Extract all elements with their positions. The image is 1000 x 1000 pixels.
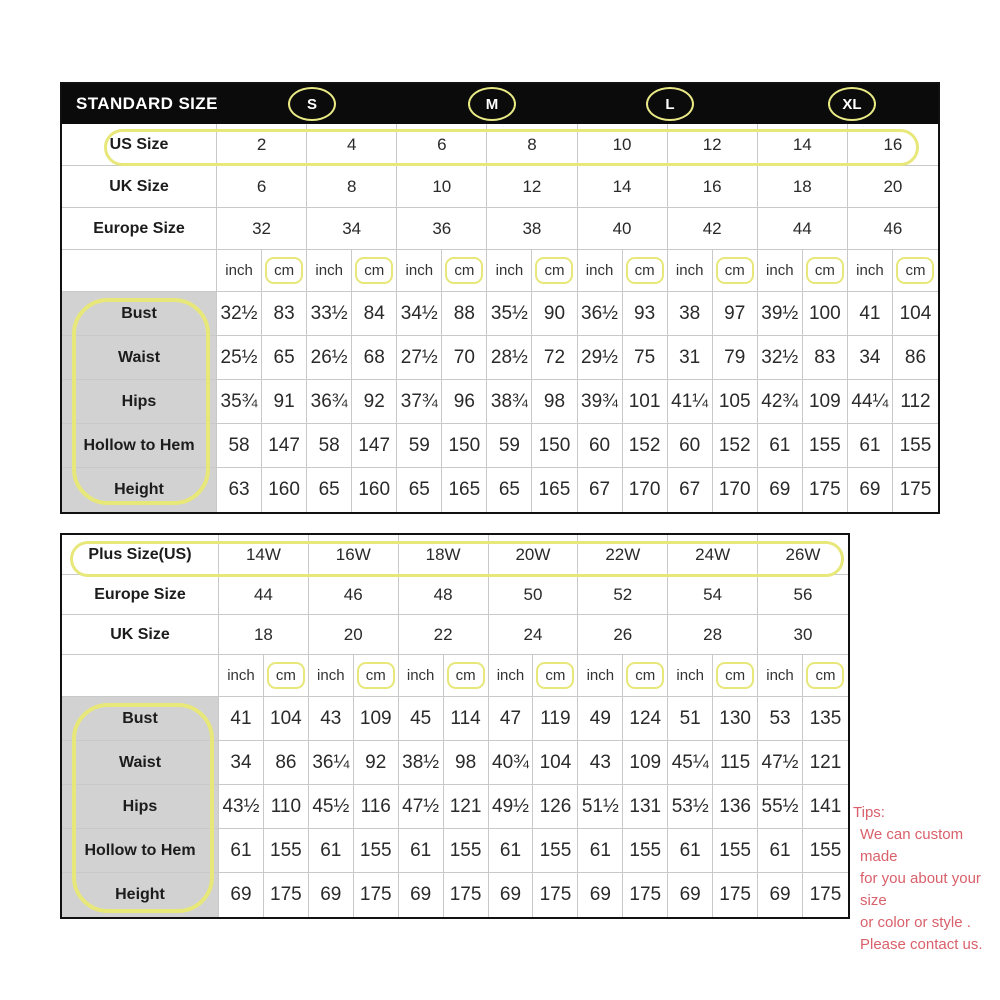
unit-inch: inch: [399, 655, 444, 696]
unit-inch: inch: [578, 250, 623, 291]
value-cell: 88: [442, 292, 487, 335]
cm-marker-box: cm: [536, 662, 574, 689]
unit-inch: inch: [668, 250, 713, 291]
row-label: US Size: [62, 124, 217, 165]
unit-cm-highlighted: [533, 655, 578, 696]
table-row-hips: [62, 785, 848, 829]
value-cell: 112: [900, 390, 931, 412]
value-cell: 27½: [397, 336, 442, 379]
value-cell: 53½: [668, 785, 713, 828]
value-cell: 47½: [399, 785, 444, 828]
table-row-hips: [62, 380, 938, 424]
value-cell: 6: [217, 166, 307, 207]
table-row-europe-size: [62, 208, 938, 250]
unit-cm-highlighted: [623, 250, 668, 291]
tips-line: or color or style .: [860, 914, 971, 931]
value-cell: 152: [713, 424, 758, 467]
value-cell: 36½: [578, 292, 623, 335]
value-cell: 155: [533, 829, 578, 872]
row-label: Bust: [62, 697, 219, 740]
value-cell: 115: [713, 741, 758, 784]
value-cell: 92: [352, 380, 397, 423]
value-cell: 110: [264, 785, 309, 828]
value-cell: 42: [668, 208, 758, 249]
value-cell: 24W: [668, 535, 758, 574]
value-cell: 45: [399, 697, 444, 740]
value-cell: 56: [793, 584, 813, 604]
value-cell: 8: [487, 124, 577, 165]
unit-cm-highlighted: [444, 655, 489, 696]
value-cell: 86: [264, 741, 309, 784]
value-cell: 160: [262, 468, 307, 512]
value-cell: 98: [444, 741, 489, 784]
value-cell: 175: [713, 873, 758, 917]
unit-cm-highlighted: [442, 250, 487, 291]
row-label: Hips: [62, 380, 217, 423]
value-cell: 155: [264, 829, 309, 872]
unit-inch: inch: [397, 250, 442, 291]
value-cell: 83: [803, 336, 848, 379]
value-cell: 60: [668, 424, 713, 467]
row-label: Plus Size(US): [62, 535, 219, 574]
value-cell: 44: [219, 575, 309, 614]
value-cell: 28: [668, 615, 758, 654]
value-cell: 58: [217, 424, 262, 467]
cm-marker-box: cm: [806, 257, 844, 284]
value-cell: 147: [262, 424, 307, 467]
table-row-plus-size-us: [62, 535, 848, 575]
value-cell: 155: [713, 829, 758, 872]
value-cell: 175: [899, 479, 932, 500]
row-label: Europe Size: [62, 208, 217, 249]
value-cell: 44¼: [848, 380, 893, 423]
value-cell: 61: [848, 424, 893, 467]
value-cell: 43: [309, 697, 354, 740]
value-cell: 109: [354, 697, 399, 740]
value-cell: 51½: [578, 785, 623, 828]
standard-header-bar: [62, 84, 938, 124]
size-letter-s-circled: S: [288, 87, 336, 121]
value-cell: 38: [668, 292, 713, 335]
value-cell: 67: [578, 468, 623, 512]
value-cell: 50: [489, 575, 579, 614]
plus-size-table: [60, 533, 850, 919]
value-cell: 96: [442, 380, 487, 423]
value-cell: 79: [713, 336, 758, 379]
value-cell: 175: [264, 873, 309, 917]
unit-inch: inch: [487, 250, 532, 291]
value-cell: 165: [532, 468, 577, 512]
value-cell: 26: [578, 615, 668, 654]
unit-cm-highlighted: [352, 250, 397, 291]
value-cell: 14: [758, 124, 848, 165]
cm-marker-box: cm: [445, 257, 483, 284]
row-label: Europe Size: [62, 575, 219, 614]
value-cell: 16: [883, 134, 903, 154]
value-cell: 92: [354, 741, 399, 784]
value-cell: 170: [713, 468, 758, 512]
value-cell: 61: [668, 829, 713, 872]
cm-marker-box: cm: [267, 662, 305, 689]
value-cell: 20: [309, 615, 399, 654]
table-row-bust: [62, 697, 848, 741]
value-cell: 28½: [487, 336, 532, 379]
value-cell: 35½: [487, 292, 532, 335]
value-cell: 40: [578, 208, 668, 249]
table-row-height: [62, 468, 938, 512]
value-cell: 22W: [578, 535, 668, 574]
value-cell: 61: [758, 424, 803, 467]
value-cell: 48: [399, 575, 489, 614]
row-label: Hollow to Hem: [62, 829, 219, 872]
unit-inch: inch: [848, 250, 893, 291]
cm-marker-box: cm: [716, 662, 754, 689]
table-row-unit-row: [62, 655, 848, 697]
value-cell: 114: [444, 697, 489, 740]
value-cell: 69: [758, 468, 803, 512]
value-cell: 61: [489, 829, 534, 872]
row-label: UK Size: [62, 166, 217, 207]
value-cell: 49½: [489, 785, 534, 828]
row-label: Height: [62, 468, 217, 512]
value-cell: 155: [354, 829, 399, 872]
cm-marker-box: cm: [806, 662, 844, 689]
cm-marker-box: cm: [896, 257, 934, 284]
value-cell: 61: [758, 829, 803, 872]
value-cell: 18W: [399, 535, 489, 574]
row-label: UK Size: [62, 615, 219, 654]
value-cell: 69: [309, 873, 354, 917]
value-cell: 10: [578, 124, 668, 165]
value-cell: 12: [668, 124, 758, 165]
value-cell: 2: [217, 124, 307, 165]
value-cell: 175: [533, 873, 578, 917]
row-label: Bust: [62, 292, 217, 335]
value-cell: 14: [578, 166, 668, 207]
value-cell: 41: [848, 292, 893, 335]
value-cell: 55½: [758, 785, 803, 828]
value-cell: 165: [442, 468, 487, 512]
value-cell: 150: [532, 424, 577, 467]
tips-line: for you about your size: [860, 870, 981, 909]
value-cell: 38: [487, 208, 577, 249]
value-cell: 119: [533, 697, 578, 740]
value-cell: 37¾: [397, 380, 442, 423]
unit-cm-highlighted: [713, 655, 758, 696]
value-cell: 175: [623, 873, 668, 917]
value-cell: 69: [489, 873, 534, 917]
cm-marker-box: cm: [357, 662, 395, 689]
value-cell: 46: [309, 575, 399, 614]
value-cell: 84: [352, 292, 397, 335]
value-cell: 97: [713, 292, 758, 335]
value-cell: 59: [487, 424, 532, 467]
value-cell: 22: [399, 615, 489, 654]
tips-note: [853, 802, 1000, 956]
value-cell: 38½: [399, 741, 444, 784]
value-cell: 52: [578, 575, 668, 614]
tips-line: We can custom made: [860, 826, 964, 865]
row-label: Hips: [62, 785, 219, 828]
value-cell: 90: [532, 292, 577, 335]
value-cell: 121: [444, 785, 489, 828]
value-cell: 44: [758, 208, 848, 249]
unit-cm-highlighted: [264, 655, 309, 696]
row-label: Waist: [62, 741, 219, 784]
standard-table-rows: [62, 124, 938, 512]
value-cell: 175: [803, 468, 848, 512]
row-label: Waist: [62, 336, 217, 379]
value-cell: 40¾: [489, 741, 534, 784]
value-cell: 31: [668, 336, 713, 379]
table-row-uk-size: [62, 166, 938, 208]
value-cell: 175: [444, 873, 489, 917]
value-cell: 61: [309, 829, 354, 872]
unit-inch: inch: [217, 250, 262, 291]
value-cell: 131: [623, 785, 668, 828]
value-cell: 41¼: [668, 380, 713, 423]
value-cell: 47½: [758, 741, 803, 784]
cm-marker-box: cm: [447, 662, 485, 689]
value-cell: 45¼: [668, 741, 713, 784]
size-letter-xl-circled: XL: [828, 87, 876, 121]
value-cell: 61: [578, 829, 623, 872]
cm-marker-box: cm: [626, 662, 664, 689]
value-cell: 68: [352, 336, 397, 379]
value-cell: 43½: [219, 785, 264, 828]
table-row-height: [62, 873, 848, 917]
unit-cm-highlighted: [803, 655, 848, 696]
value-cell: 20: [883, 176, 903, 196]
unit-cm-highlighted: [532, 250, 577, 291]
value-cell: 4: [307, 124, 397, 165]
value-cell: 43: [578, 741, 623, 784]
value-cell: 38¾: [487, 380, 532, 423]
value-cell: 104: [264, 697, 309, 740]
value-cell: 141: [809, 795, 842, 817]
table-row-waist: [62, 336, 938, 380]
value-cell: 20W: [489, 535, 579, 574]
value-cell: 155: [809, 839, 842, 861]
value-cell: 70: [442, 336, 487, 379]
value-cell: 65: [307, 468, 352, 512]
plus-table-rows: [62, 535, 848, 917]
unit-inch: inch: [307, 250, 352, 291]
row-label: [62, 655, 219, 696]
value-cell: 46: [883, 218, 903, 238]
cm-marker-box: cm: [265, 257, 303, 284]
cm-marker-box: cm: [626, 257, 664, 284]
value-cell: 26½: [307, 336, 352, 379]
value-cell: 53: [758, 697, 803, 740]
value-cell: 35¾: [217, 380, 262, 423]
value-cell: 150: [442, 424, 487, 467]
value-cell: 41: [219, 697, 264, 740]
standard-size-title: STANDARD SIZE: [76, 94, 218, 113]
unit-cm-highlighted: [803, 250, 848, 291]
value-cell: 16W: [309, 535, 399, 574]
value-cell: 67: [668, 468, 713, 512]
row-label: [62, 250, 217, 291]
value-cell: 25½: [217, 336, 262, 379]
value-cell: 86: [904, 346, 927, 368]
value-cell: 45½: [309, 785, 354, 828]
value-cell: 155: [899, 434, 932, 456]
value-cell: 175: [354, 873, 399, 917]
value-cell: 75: [623, 336, 668, 379]
value-cell: 109: [803, 380, 848, 423]
value-cell: 91: [262, 380, 307, 423]
value-cell: 34: [307, 208, 397, 249]
standard-size-table: [60, 82, 940, 514]
value-cell: 34: [848, 336, 893, 379]
unit-inch: inch: [758, 250, 803, 291]
value-cell: 18: [219, 615, 309, 654]
unit-cm-highlighted: [354, 655, 399, 696]
value-cell: 69: [668, 873, 713, 917]
value-cell: 136: [713, 785, 758, 828]
unit-cm-highlighted: [623, 655, 668, 696]
value-cell: 69: [758, 873, 803, 917]
value-cell: 104: [899, 302, 932, 324]
value-cell: 12: [487, 166, 577, 207]
value-cell: 58: [307, 424, 352, 467]
value-cell: 155: [623, 829, 668, 872]
value-cell: 126: [533, 785, 578, 828]
value-cell: 69: [848, 468, 893, 512]
value-cell: 116: [354, 785, 399, 828]
value-cell: 155: [444, 829, 489, 872]
value-cell: 39½: [758, 292, 803, 335]
value-cell: 42¾: [758, 380, 803, 423]
value-cell: 61: [219, 829, 264, 872]
value-cell: 121: [809, 751, 842, 773]
value-cell: 6: [397, 124, 487, 165]
value-cell: 29½: [578, 336, 623, 379]
unit-inch: inch: [489, 655, 534, 696]
table-row-bust: [62, 292, 938, 336]
tips-title: Tips:: [853, 804, 885, 821]
row-label: Height: [62, 873, 219, 917]
value-cell: 60: [578, 424, 623, 467]
table-row-hollow-to-hem: [62, 829, 848, 873]
value-cell: 93: [623, 292, 668, 335]
value-cell: 32½: [758, 336, 803, 379]
value-cell: 10: [397, 166, 487, 207]
value-cell: 54: [668, 575, 758, 614]
value-cell: 49: [578, 697, 623, 740]
value-cell: 65: [397, 468, 442, 512]
size-letter-l-circled: L: [646, 87, 694, 121]
table-row-europe-size: [62, 575, 848, 615]
unit-inch: inch: [219, 655, 264, 696]
value-cell: 69: [219, 873, 264, 917]
value-cell: 32: [217, 208, 307, 249]
value-cell: 100: [803, 292, 848, 335]
unit-cm-highlighted: [262, 250, 307, 291]
value-cell: 170: [623, 468, 668, 512]
value-cell: 104: [533, 741, 578, 784]
value-cell: 69: [399, 873, 444, 917]
value-cell: 36¼: [309, 741, 354, 784]
size-letter-m-circled: M: [468, 87, 516, 121]
value-cell: 26W: [785, 544, 821, 564]
unit-cm-highlighted: [893, 250, 938, 291]
value-cell: 30: [793, 624, 813, 644]
value-cell: 14W: [219, 535, 309, 574]
value-cell: 147: [352, 424, 397, 467]
value-cell: 32½: [217, 292, 262, 335]
unit-inch: inch: [758, 655, 803, 696]
value-cell: 47: [489, 697, 534, 740]
value-cell: 135: [809, 707, 842, 729]
value-cell: 18: [758, 166, 848, 207]
table-row-us-size: [62, 124, 938, 166]
value-cell: 33½: [307, 292, 352, 335]
value-cell: 105: [713, 380, 758, 423]
value-cell: 63: [217, 468, 262, 512]
value-cell: 39¾: [578, 380, 623, 423]
value-cell: 101: [623, 380, 668, 423]
value-cell: 59: [397, 424, 442, 467]
cm-marker-box: cm: [716, 257, 754, 284]
value-cell: 155: [803, 424, 848, 467]
cm-marker-box: cm: [535, 257, 573, 284]
value-cell: 72: [532, 336, 577, 379]
table-row-uk-size: [62, 615, 848, 655]
value-cell: 16: [668, 166, 758, 207]
value-cell: 36¾: [307, 380, 352, 423]
value-cell: 175: [809, 884, 842, 905]
table-row-hollow-to-hem: [62, 424, 938, 468]
value-cell: 130: [713, 697, 758, 740]
value-cell: 34½: [397, 292, 442, 335]
value-cell: 98: [532, 380, 577, 423]
row-label: Hollow to Hem: [62, 424, 217, 467]
value-cell: 8: [307, 166, 397, 207]
value-cell: 160: [352, 468, 397, 512]
value-cell: 36: [397, 208, 487, 249]
unit-inch: inch: [578, 655, 623, 696]
value-cell: 69: [578, 873, 623, 917]
value-cell: 34: [219, 741, 264, 784]
unit-inch: inch: [668, 655, 713, 696]
value-cell: 83: [262, 292, 307, 335]
table-row-waist: [62, 741, 848, 785]
value-cell: 124: [623, 697, 668, 740]
value-cell: 51: [668, 697, 713, 740]
value-cell: 24: [489, 615, 579, 654]
table-row-unit-row: [62, 250, 938, 292]
tips-line: Please contact us.: [860, 936, 983, 953]
value-cell: 61: [399, 829, 444, 872]
value-cell: 109: [623, 741, 668, 784]
value-cell: 65: [262, 336, 307, 379]
value-cell: 65: [487, 468, 532, 512]
cm-marker-box: cm: [355, 257, 393, 284]
value-cell: 152: [623, 424, 668, 467]
unit-inch: inch: [309, 655, 354, 696]
unit-cm-highlighted: [713, 250, 758, 291]
